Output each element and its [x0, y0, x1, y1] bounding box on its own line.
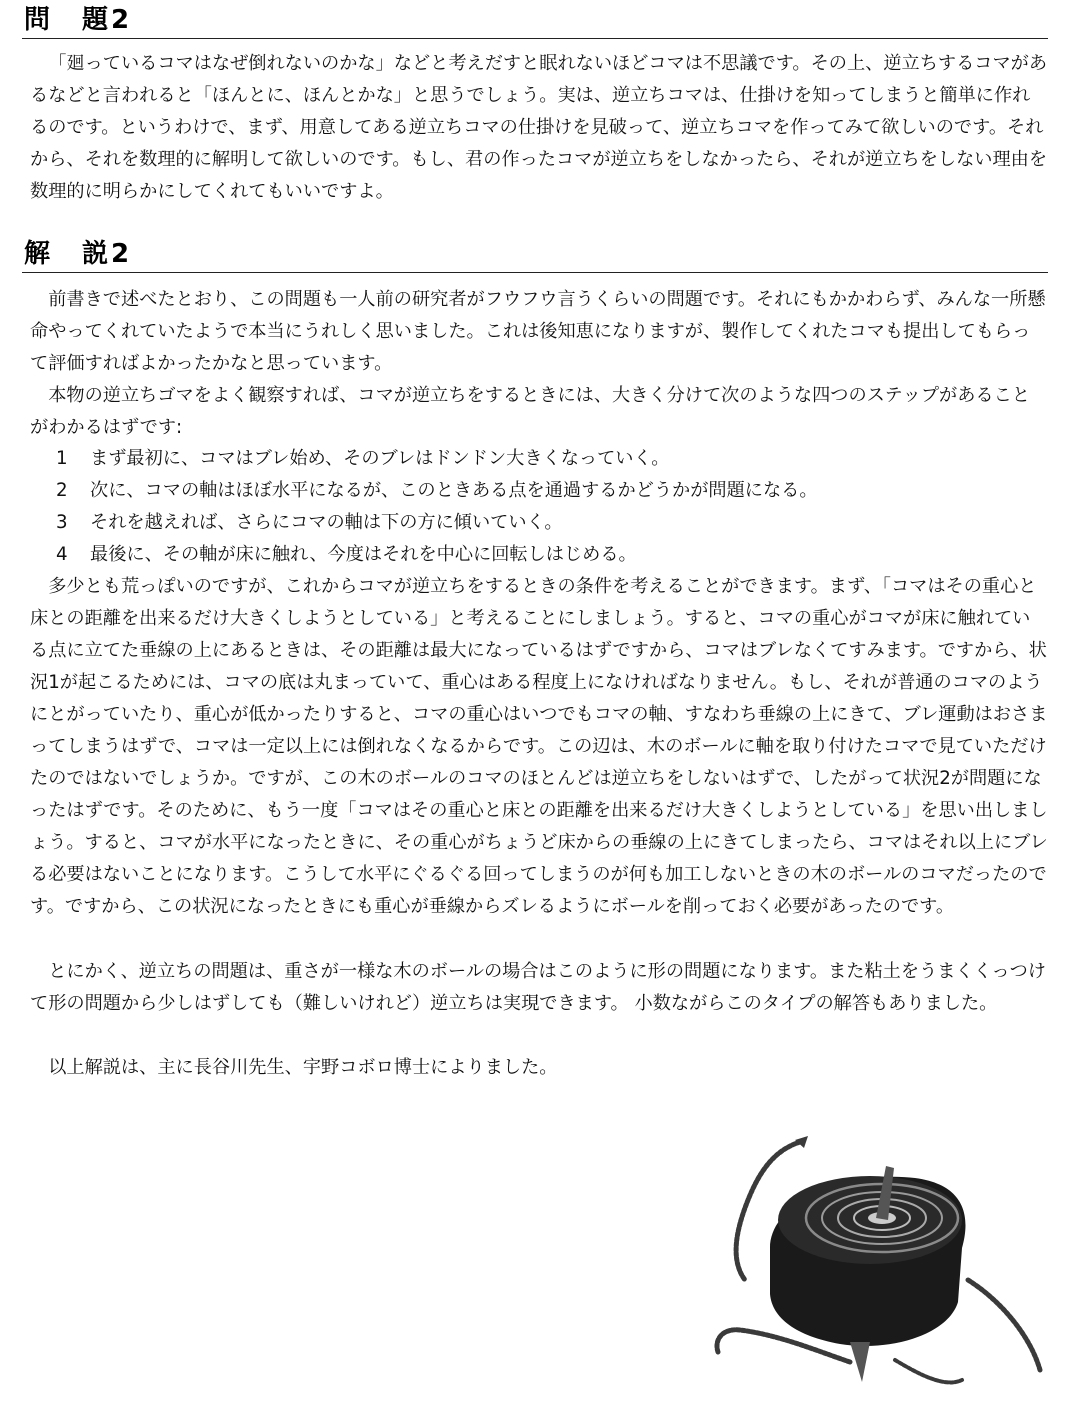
step-text: 最後に、その軸が床に触れ、今度はそれを中心に回転しはじめる。	[90, 544, 637, 565]
problem-heading-title: 問 題2	[24, 5, 133, 35]
step-number: 1	[56, 448, 68, 469]
spinning-top-illustration	[700, 1130, 1060, 1400]
explanation-paragraph-1: 前書きで述べたとおり、この問題も一人前の研究者がフウフウ言うくらいの問題です。それにもかかわらず、みんな一所懸命やってくれていたようで本当にうれしく思いました。これは後知恵になりますが、製作してくれたコマも提出してもらって評価すればよかったかなと思っています。	[30, 289, 1046, 374]
explanation-heading	[22, 234, 1048, 273]
step-item	[56, 539, 1036, 571]
step-number: 3	[56, 512, 68, 533]
explanation-paragraph-2: 本物の逆立ちゴマをよく観察すれば、コマが逆立ちをするときには、大きく分けて次のような四つのステップがあることがわかるはずです:	[30, 385, 1030, 438]
step-text: それを越えれば、さらにコマの軸は下の方に傾いていく。	[90, 512, 563, 533]
step-item	[56, 475, 1036, 507]
explanation-paragraph-4: とにかく、逆立ちの問題は、重さが一様な木のボールの場合はこのように形の問題になります。また粘土をうまくくっつけて形の問題から少しはずしても（難しいけれど）逆立ちは実現できます。 小数ながらこのタイプの解答もありました。	[30, 961, 1046, 1014]
step-item	[56, 507, 1036, 539]
step-number: 2	[56, 480, 68, 501]
step-item	[56, 443, 1036, 475]
step-list	[56, 443, 1036, 571]
problem-text: 「廻っているコマはなぜ倒れないのかな」などと考えだすと眠れないほどコマは不思議です。その上、逆立ちするコマがあるなどと言われると「ほんとに、ほんとかな」と思うでしょう。実は、逆立ちコマは、仕掛けを知ってしまうと簡単に作れるのです。というわけで、まず、用意してある逆立ちコマの仕掛けを見破って、逆立ちコマを作ってみて欲しいのです。それから、それを数理的に解明して欲しいのです。もし、君の作ったコマが逆立ちをしなかったら、それが逆立ちをしない理由を数理的に明らかにしてくれてもいいですよ。	[30, 53, 1048, 202]
problem-heading	[22, 0, 1048, 39]
step-text: まず最初に、コマはブレ始め、そのブレはドンドン大きくなっていく。	[90, 448, 670, 469]
explanation-credit: 以上解説は、主に長谷川先生、宇野コボロ博士によりました。	[48, 1057, 558, 1078]
explanation-paragraph-3: 多少とも荒っぽいのですが、これからコマが逆立ちをするときの条件を考えることができます。まず、「コマはその重心と床との距離を出来るだけ大きくしようとしている」と考えることにしましょう。すると、コマの重心がコマが床に触れている点に立てた垂線の上にあるときは、その距離は最大になっているはずですから、コマはブレなくてすみます。ですから、状況1が起こるためには、コマの底は丸まっていて、重心はある程度上になければなりません。もし、それが普通のコマのようにとがっていたり、重心が低かったりすると、コマの重心はいつでもコマの軸、すなわち垂線の上にきて、ブレ運動はおさまってしまうはずで、コマは一定以上には倒れなくなるからです。この辺は、木のボールに軸を取り付けたコマで見ていただけたのではないでしょうか。ですが、この木のボールのコマのほとんどは逆立ちをしないはずで、したがって状況2が問題になったはずです。そのために、もう一度「コマはその重心と床との距離を出来るだけ大きくしようとしている」を思い出しましょう。すると、コマが水平になったときに、その重心がちょうど床からの垂線の上にきてしまったら、コマはそれ以上にブレる必要はないことになります。こうして水平にぐるぐる回ってしまうのが何も加工しないときの木のボールのコマだったのです。ですから、この状況になったときにも重心が垂線からズレるようにボールを削っておく必要があったのです。	[30, 576, 1048, 917]
spinning-top-icon	[700, 1130, 1060, 1400]
step-text: 次に、コマの軸はほぼ水平になるが、このときある点を通過するかどうかが問題になる。	[90, 480, 818, 501]
step-number: 4	[56, 544, 68, 565]
explanation-heading-title: 解 説2	[24, 239, 133, 269]
